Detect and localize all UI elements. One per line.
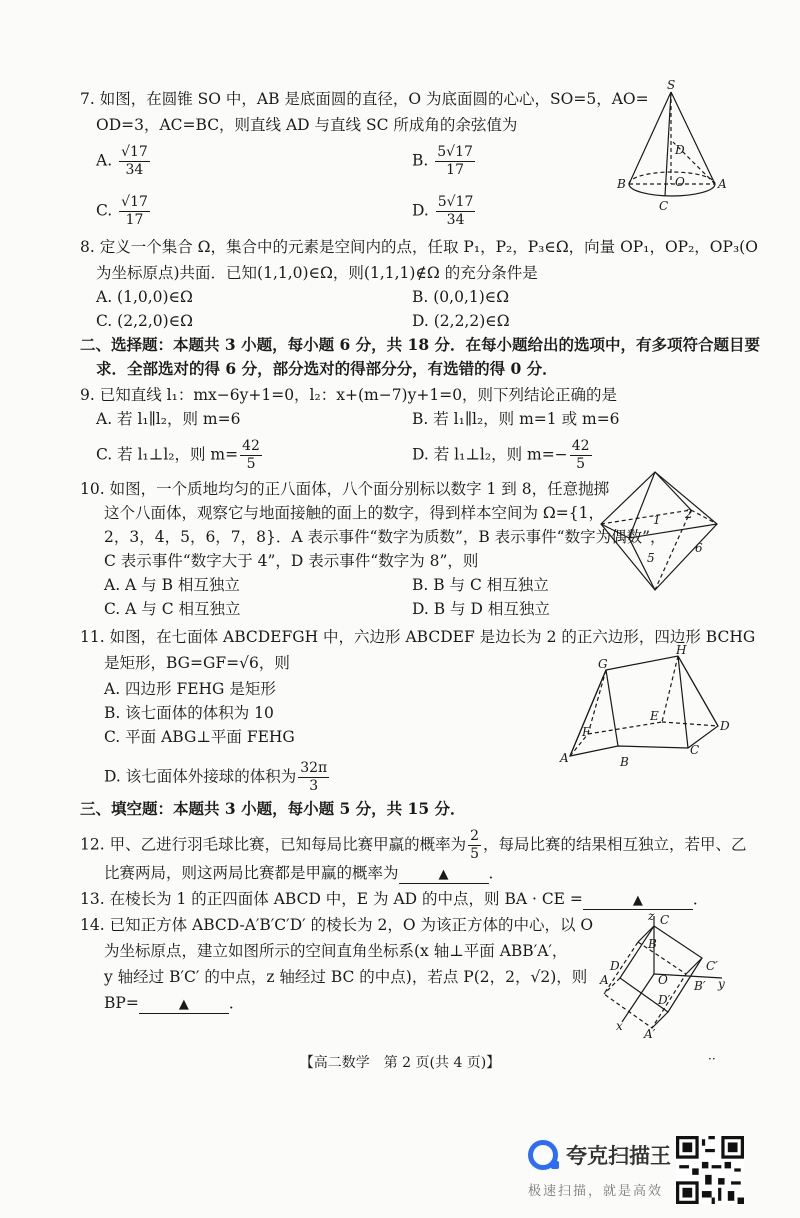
vertex-label: C′ (706, 959, 718, 973)
cone-figure (615, 80, 725, 220)
vertex-label: E (650, 709, 659, 723)
vertex-label: B (620, 755, 629, 769)
section2-line2: 求．全部选对的得 6 分，部分选对的得部分分，有选错的得 0 分． (96, 359, 558, 378)
answer-blank[interactable] (399, 865, 489, 884)
frac-den: 17 (446, 162, 464, 178)
vertex-label: D (610, 959, 620, 973)
q9-option-a: A. 若 l₁∥l₂，则 m=6 (96, 410, 241, 428)
option-text: C. 若 l₁⊥l₂，则 m= (96, 445, 239, 464)
q9-option-b: B. 若 l₁∥l₂，则 m=1 或 m=6 (412, 410, 620, 428)
triangle-icon: ▲ (632, 893, 643, 908)
q10-option-b: B. B 与 C 相互独立 (412, 576, 549, 594)
q7-option-c (96, 194, 152, 229)
option-text: D. 若 l₁⊥l₂，则 m=− (412, 445, 568, 464)
axis-label: x (616, 1019, 623, 1033)
face-number: 5 (647, 551, 655, 565)
cone-label: B (617, 177, 626, 191)
vertex-label: D (720, 719, 730, 733)
vertex-label: B′ (694, 979, 706, 993)
q8-line2: 为坐标原点)共面．已知(1,1,0)∈Ω，则(1,1,1)∉Ω 的充分条件是 (96, 264, 538, 282)
frac-den: 17 (125, 212, 144, 228)
vertex-label: O (658, 973, 668, 987)
frac-den: 5 (576, 456, 586, 472)
frac-den: 34 (125, 162, 144, 178)
vertex-label: G (598, 657, 608, 671)
q8-option-d: D. (2,2,2)∈Ω (412, 312, 510, 330)
q8-option-c: C. (2,2,0)∈Ω (96, 312, 194, 330)
cone-label: S (667, 78, 676, 92)
q9-line1: 9. 已知直线 l₁：mx−6y+1=0，l₂：x+(m−7)y+1=0，则下列结论正确的是 (80, 386, 618, 404)
q10-option-d: D. B 与 D 相互独立 (412, 600, 550, 618)
face-number: 6 (695, 541, 703, 555)
face-number: 1 (653, 513, 661, 527)
option-label: A. (96, 151, 113, 170)
frac-num: 42 (571, 438, 590, 454)
q13-line1: 13. 在棱长为 1 的正四面体 ABCD 中，E 为 AD 的中点，则 BA · CE = ▲ ． (80, 890, 709, 908)
vertex-label: A (560, 751, 569, 765)
page-footer: 【高二数学 第 2 页(共 4 页)】 (299, 1055, 501, 1071)
frac-num: √17 (121, 144, 148, 160)
q11-option-b: B. 该七面体的体积为 10 (104, 704, 274, 722)
cone-label: C (659, 199, 669, 213)
answer-blank[interactable] (139, 995, 229, 1014)
scanner-name: 夸克扫描王 (566, 1144, 671, 1168)
q12-text: 12. 甲、乙进行羽毛球比赛，已知每局比赛甲赢的概率为 (80, 835, 467, 854)
frac-den: 5 (246, 456, 256, 472)
option-label: B. (412, 151, 429, 170)
q8-option-a: A. (1,0,0)∈Ω (96, 288, 193, 306)
q14-line4: BP= ▲ ． (104, 994, 245, 1012)
frac-num: 42 (242, 438, 260, 454)
q7-option-a (96, 144, 152, 179)
q12-line1 (80, 828, 747, 863)
scanner-slogan: 极速扫描，就是高效 (528, 1184, 664, 1199)
axis-label: y (718, 977, 725, 991)
qr-code-icon (676, 1136, 744, 1204)
vertex-label: C (690, 743, 700, 757)
q10-line2: 这个八面体，观察它与地面接触的面上的数字，得到样本空间为 Ω={1， (104, 504, 604, 522)
q14-line3: y 轴经过 B′C′ 的中点，z 轴经过 BC 的中点)，若点 P(2，2，√2)，则 (104, 968, 588, 986)
q9-option-d (412, 438, 594, 473)
q10-line1: 10. 如图，一个质地均匀的正八面体，八个面分别标以数字 1 到 8，任意抛掷 (80, 480, 610, 498)
q12-line2: 比赛两局，则这两局比赛都是甲赢的概率为 ▲ ． (104, 864, 505, 882)
q7-option-d (412, 194, 477, 229)
cube-coordinate-figure (598, 909, 728, 1041)
vertex-label: D′ (658, 993, 671, 1007)
answer-blank[interactable] (583, 891, 693, 910)
q10-line3: 2，3，4，5，6，7，8}．A 表示事件“数字为质数”，B 表示事件“数字为偶数”， (104, 528, 666, 546)
section3-line1: 三、填空题：本题共 3 小题，每小题 5 分，共 15 分． (80, 799, 466, 818)
triangle-icon: ▲ (438, 867, 449, 882)
heptahedron-figure (558, 642, 733, 772)
face-number: 2 (685, 507, 693, 521)
q11-line1: 11. 如图，在七面体 ABCDEFGH 中，六边形 ABCDEF 是边长为 2 的正六边形，四边形 BCHG (80, 628, 756, 646)
footer-dots: ·· (708, 1052, 716, 1066)
q12-text: 比赛两局，则这两局比赛都是甲赢的概率为 (104, 864, 399, 882)
q7-line1: 7. 如图，在圆锥 SO 中，AB 是底面圆的直径，O 为底面圆的心心，SO=5，AO= (80, 90, 649, 108)
q7-line2: OD=3，AC=BC，则直线 AD 与直线 SC 所成角的余弦值为 (96, 116, 518, 134)
vertex-label: H (676, 643, 687, 657)
q11-option-a: A. 四边形 FEHG 是矩形 (104, 680, 276, 698)
q11-line2: 是矩形，BG=GF=√6，则 (104, 654, 290, 672)
frac-num: 2 (470, 828, 480, 844)
vertex-label: A (600, 973, 609, 987)
frac-num: 5√17 (437, 194, 474, 210)
q14-text: BP= (104, 994, 139, 1012)
axis-label: z (648, 909, 655, 923)
frac-num: 32π (300, 760, 328, 776)
frac-num: √17 (121, 194, 148, 210)
triangle-icon: ▲ (178, 997, 189, 1012)
section2-line1: 二、选择题：本题共 3 小题，每小题 6 分，共 18 分．在每小题给出的选项中，有多项符合题目要 (80, 335, 761, 354)
frac-den: 34 (446, 212, 465, 228)
cone-label: D (675, 143, 685, 157)
octahedron-figure (595, 466, 725, 596)
q8-option-b: B. (0,0,1)∈Ω (412, 288, 510, 306)
frac-num: 5√17 (437, 144, 473, 160)
q9-option-c (96, 438, 264, 473)
frac-den: 3 (309, 778, 319, 794)
scanner-logo (528, 1140, 671, 1170)
q11-option-c: C. 平面 ABG⊥平面 FEHG (104, 728, 295, 746)
vertex-label: C (660, 913, 670, 927)
q10-option-c: C. A 与 C 相互独立 (104, 600, 241, 618)
option-label: D. (412, 201, 429, 220)
cone-label: O (675, 175, 685, 189)
q10-line4: C 表示事件“数字大于 4”，D 表示事件“数字为 8”，则 (104, 552, 479, 570)
vertex-label: F (582, 725, 591, 739)
q8-line1: 8. 定义一个集合 Ω，集合中的元素是空间内的点，任取 P₁，P₂，P₃∈Ω，向量 OP₁，OP₂，OP₃(O (80, 238, 758, 256)
q11-option-d (104, 760, 331, 795)
scanner-icon (528, 1140, 558, 1170)
q14-line1: 14. 已知正方体 ABCD-A′B′C′D′ 的棱长为 2，O 为该正方体的中心，以 O (80, 916, 594, 934)
q12-text: ，每局比赛的结果相互独立，若甲、乙 (483, 835, 747, 854)
q10-option-a: A. A 与 B 相互独立 (104, 576, 240, 594)
cone-label: A (718, 177, 727, 191)
option-text: D. 该七面体外接球的体积为 (104, 767, 297, 786)
frac-den: 5 (470, 846, 480, 862)
q13-text: 13. 在棱长为 1 的正四面体 ABCD 中，E 为 AD 的中点，则 BA · CE = (80, 890, 583, 908)
q14-line2: 为坐标原点，建立如图所示的空间直角坐标系(x 轴⊥平面 ABB′A′， (104, 942, 568, 960)
option-label: C. (96, 201, 113, 220)
vertex-label: B (648, 937, 657, 951)
q7-option-b (412, 144, 477, 179)
vertex-label: A′ (644, 1027, 656, 1041)
